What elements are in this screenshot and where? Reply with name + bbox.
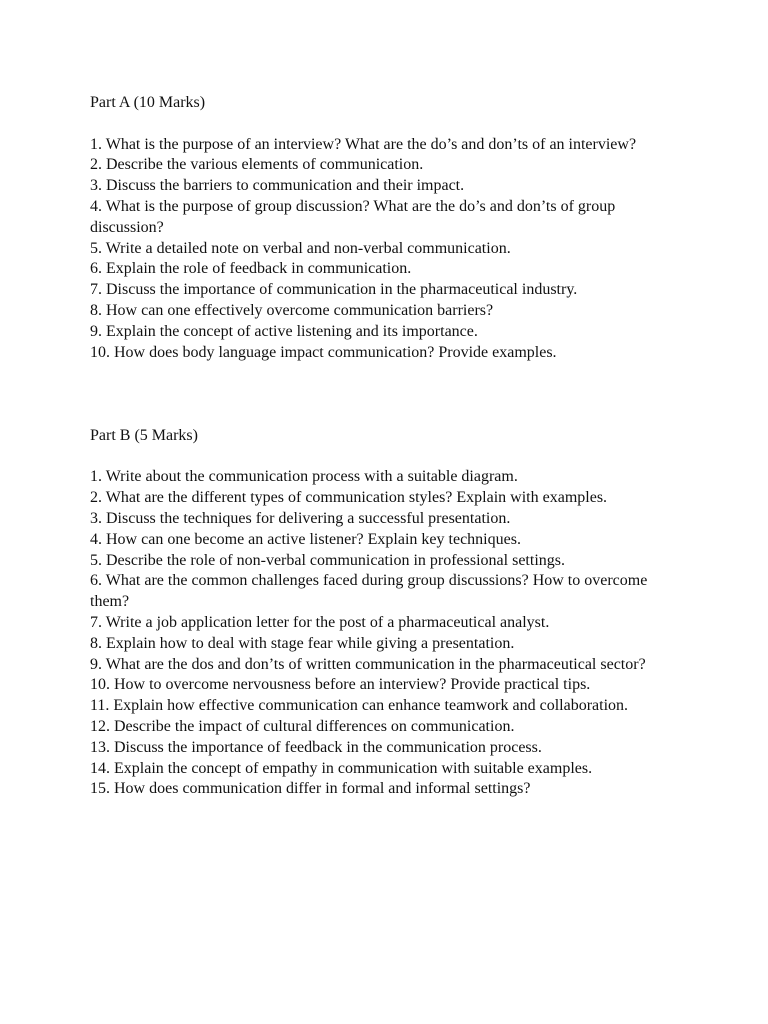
question-item: 6. Explain the role of feedback in communication.	[90, 260, 412, 278]
section-spacer	[90, 363, 690, 425]
part-b-section	[90, 426, 690, 800]
question-item: 9. Explain the concept of active listening and its importance.	[90, 322, 478, 340]
question-item: 5. Describe the role of non-verbal communication in professional settings.	[90, 551, 565, 569]
question-item: 2. What are the different types of communication styles? Explain with examples.	[90, 489, 608, 507]
question-item: 8. How can one effectively overcome communication barriers?	[90, 301, 494, 319]
question-item: 13. Discuss the importance of feedback in the communication process.	[90, 738, 542, 756]
question-item: 4. What is the purpose of group discussion? What are the do’s and don’ts of group discussion?	[90, 197, 616, 236]
question-item: 7. Discuss the importance of communication in the pharmaceutical industry.	[90, 281, 578, 299]
question-item: 9. What are the dos and don’ts of written communication in the pharmaceutical sector?	[90, 655, 646, 673]
spacer	[90, 114, 690, 135]
part-a-question-list	[90, 135, 690, 364]
part-a-heading: Part A (10 Marks)	[90, 94, 206, 111]
question-item: 1. What is the purpose of an interview? What are the do’s and don’ts of an interview?	[90, 135, 637, 153]
question-item: 3. Discuss the barriers to communication and their impact.	[90, 177, 465, 195]
question-item: 2. Describe the various elements of communication.	[90, 156, 424, 174]
question-item: 6. What are the common challenges faced during group discussions? How to overcome them?	[90, 572, 648, 611]
question-item: 8. Explain how to deal with stage fear while giving a presentation.	[90, 634, 515, 652]
question-item: 5. Write a detailed note on verbal and non-verbal communication.	[90, 239, 511, 257]
question-item: 11. Explain how effective communication can enhance teamwork and collaboration.	[90, 697, 629, 715]
question-item: 10. How to overcome nervousness before an interview? Provide practical tips.	[90, 676, 591, 694]
question-item: 7. Write a job application letter for the post of a pharmaceutical analyst.	[90, 613, 550, 631]
part-a-section	[90, 93, 690, 363]
question-item: 12. Describe the impact of cultural differences on communication.	[90, 717, 515, 735]
question-item: 15. How does communication differ in formal and informal settings?	[90, 780, 531, 798]
question-item: 1. Write about the communication process with a suitable diagram.	[90, 468, 518, 486]
part-b-question-list	[90, 467, 690, 800]
question-item: 10. How does body language impact communication? Provide examples.	[90, 343, 557, 361]
question-item: 3. Discuss the techniques for delivering a successful presentation.	[90, 509, 511, 527]
document-page	[90, 93, 690, 800]
spacer	[90, 447, 690, 468]
part-b-heading: Part B (5 Marks)	[90, 426, 198, 444]
question-item: 14. Explain the concept of empathy in communication with suitable examples.	[90, 759, 593, 777]
question-item: 4. How can one become an active listener? Explain key techniques.	[90, 530, 521, 548]
